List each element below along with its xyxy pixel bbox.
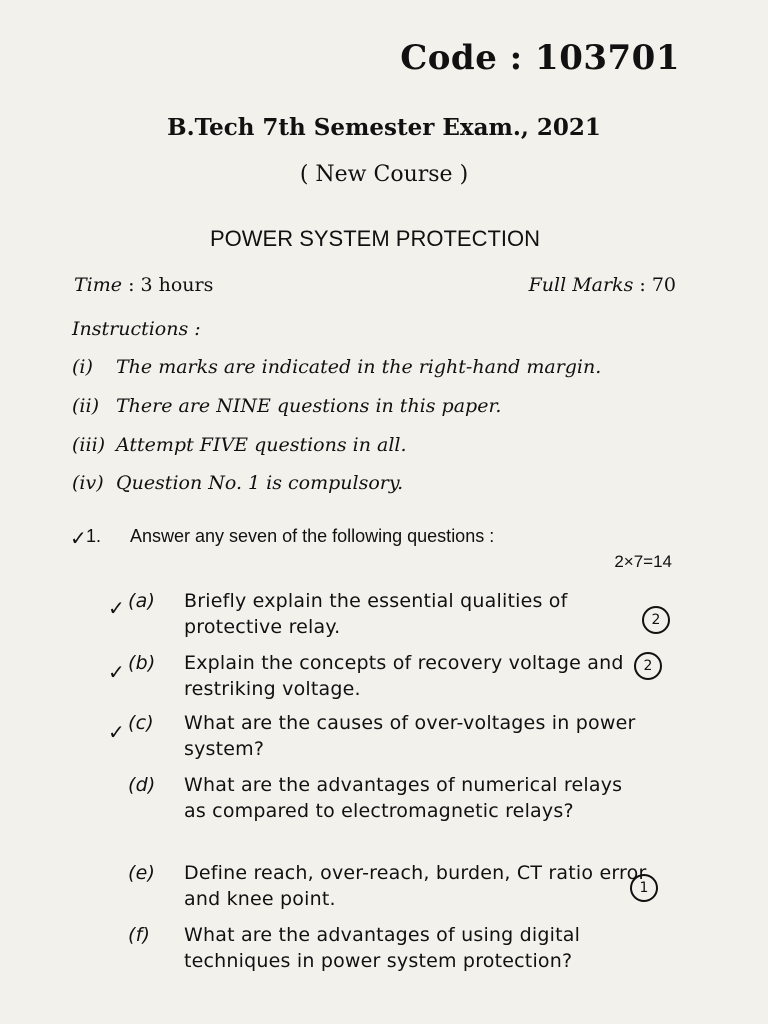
checkmark-icon: ✓: [108, 720, 125, 744]
sub-question-text: Briefly explain the essential qualities of protective relay.: [184, 590, 568, 638]
instruction-number: (ii): [72, 395, 99, 417]
question-number: 1.: [86, 526, 102, 546]
marks-value: : 70: [639, 274, 676, 296]
instructions-heading: Instructions :: [72, 318, 201, 340]
circled-mark: 2: [642, 606, 670, 634]
exam-title: B.Tech 7th Semester Exam., 2021: [167, 114, 601, 141]
sub-question-label: (f): [128, 924, 151, 946]
instruction-item: [72, 434, 692, 456]
sub-question-label: (a): [128, 590, 156, 612]
paper-code: Code : 103701: [400, 38, 680, 78]
instruction-item: [72, 472, 692, 494]
checkmark-icon: ✓: [108, 596, 125, 620]
full-marks-info: [529, 274, 676, 296]
question-marks: 2×7=14: [614, 552, 672, 571]
sub-question-label: (e): [128, 862, 156, 884]
circled-mark: 2: [634, 652, 662, 680]
sub-question-text: Define reach, over-reach, burden, CT ratio error and knee point.: [184, 862, 647, 910]
sub-question-text: What are the advantages of using digital techniques in power system protection?: [184, 924, 581, 972]
checkmark-icon: ✓: [108, 660, 125, 684]
instruction-text: Attempt FIVE questions in all.: [116, 434, 407, 456]
instruction-item: [72, 356, 692, 378]
question-prompt: Answer any seven of the following questions :: [130, 526, 495, 546]
instruction-number: (iv): [72, 472, 104, 494]
subject-title: POWER SYSTEM PROTECTION: [209, 226, 541, 251]
sub-question-c: [128, 710, 648, 762]
sub-question-a: [128, 588, 648, 640]
sub-question-text: What are the causes of over-voltages in power system?: [184, 712, 636, 760]
sub-question-f: [128, 922, 648, 974]
circled-mark: 1: [630, 874, 658, 902]
time-value: : 3 hours: [128, 274, 214, 296]
instruction-number: (iii): [72, 434, 106, 456]
sub-question-e: [128, 860, 648, 912]
sub-question-label: (c): [128, 712, 154, 734]
sub-question-text: What are the advantages of numerical relays as compared to electromagnetic relays?: [184, 774, 623, 822]
instruction-number: (i): [72, 356, 93, 378]
marks-label: Full Marks: [528, 274, 634, 296]
sub-question-label: (d): [128, 774, 156, 796]
instruction-item: [72, 395, 692, 417]
sub-question-d: [128, 772, 648, 824]
sub-question-b: [128, 650, 648, 702]
time-label: Time: [74, 274, 123, 296]
instruction-text: Question No. 1 is compulsory.: [116, 472, 404, 494]
sub-question-label: (b): [128, 652, 156, 674]
instruction-text: The marks are indicated in the right-hand margin.: [116, 356, 602, 378]
instruction-text: There are NINE questions in this paper.: [116, 395, 502, 417]
checkmark-icon: ✓: [70, 526, 87, 550]
sub-question-text: Explain the concepts of recovery voltage and restriking voltage.: [184, 652, 624, 700]
course-type: ( New Course ): [299, 162, 469, 187]
time-info: [74, 274, 213, 296]
